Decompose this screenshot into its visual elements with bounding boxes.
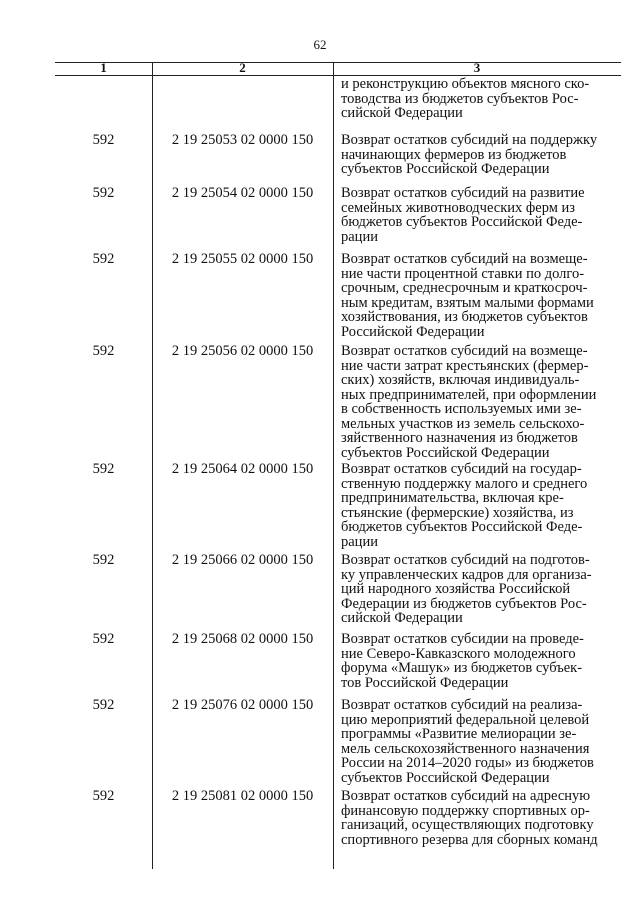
row-description: Возврат остатков субсидий на подготов- ку управленческих кадров для организа- ций народного хозяйства Российской Федерации из бюджетов субъектов Рос- сийской Федерации: [341, 552, 592, 626]
admin-code: 592: [92, 343, 115, 359]
budget-code: 2 19 25064 02 0000 150: [171, 461, 314, 477]
budget-code: 2 19 25081 02 0000 150: [171, 788, 314, 804]
admin-code: 592: [92, 552, 115, 568]
budget-code: 2 19 25053 02 0000 150: [171, 132, 314, 148]
continuation-text: и реконструкцию объектов мясного ско- товодства из бюджетов субъектов Рос- сийской Федерации: [341, 76, 590, 121]
page-number: 62: [313, 37, 327, 52]
column-header-2: 2: [239, 60, 246, 75]
column-divider-2: [333, 62, 334, 869]
row-description: Возврат остатков субсидий на государ- ственную поддержку малого и среднего предпринимательства, включая кре- стьянские (фермерские) хозяйства, из бюджетов субъектов Российской Феде- рации: [341, 461, 588, 550]
row-description: Возврат остатков субсидий на реализа- цию мероприятий федеральной целевой программы «Развитие мелиорации зе- мель сельскохозяйственного назначения России на 2014–2020 годы» из бюджетов субъектов Российской Федерации: [341, 697, 594, 786]
row-description: Возврат остатков субсидий на поддержку начинающих фермеров из бюджетов субъектов Российской Федерации: [341, 132, 598, 177]
admin-code: 592: [92, 788, 115, 804]
budget-code: 2 19 25055 02 0000 150: [171, 251, 314, 267]
row-description: Возврат остатков субсидии на проведе- ние Северо-Кавказского молодежного форума «Машук» из бюджетов субъек- тов Российской Федерации: [341, 631, 584, 691]
column-header-3: 3: [473, 60, 481, 75]
row-description: Возврат остатков субсидий на развитие семейных животноводческих ферм из бюджетов субъектов Российской Феде- рации: [341, 185, 585, 245]
budget-code: 2 19 25076 02 0000 150: [171, 697, 314, 713]
admin-code: 592: [92, 251, 115, 267]
budget-code: 2 19 25056 02 0000 150: [171, 343, 314, 359]
admin-code: 592: [92, 631, 115, 647]
admin-code: 592: [92, 697, 115, 713]
row-description: Возврат остатков субсидий на возмеще- ние части процентной ставки по долго- срочным, среднесрочным и краткосроч- ным кредитам, взятым малыми формами хозяйствования, из бюджетов субъектов Российской Федерации: [341, 251, 594, 340]
admin-code: 592: [92, 185, 115, 201]
row-description: Возврат остатков субсидий на адресную финансовую поддержку спортивных ор- ганизаций, осуществляющих подготовку спортивного резерва для сборных команд: [341, 788, 598, 848]
row-description: Возврат остатков субсидий на возмеще- ние части затрат крестьянских (фермер- ских) хозяйств, включая индивидуаль- ных предпринимателей, при оформлении в собственность используемых ими зе- мельных участков из земель сельскохо- зяйственного назначения из бюджетов субъектов Российской Федерации: [341, 343, 597, 461]
budget-code: 2 19 25066 02 0000 150: [171, 552, 314, 568]
admin-code: 592: [92, 461, 115, 477]
column-header-1: 1: [100, 60, 107, 75]
admin-code: 592: [92, 132, 115, 148]
budget-code: 2 19 25054 02 0000 150: [171, 185, 314, 201]
budget-code: 2 19 25068 02 0000 150: [171, 631, 314, 647]
